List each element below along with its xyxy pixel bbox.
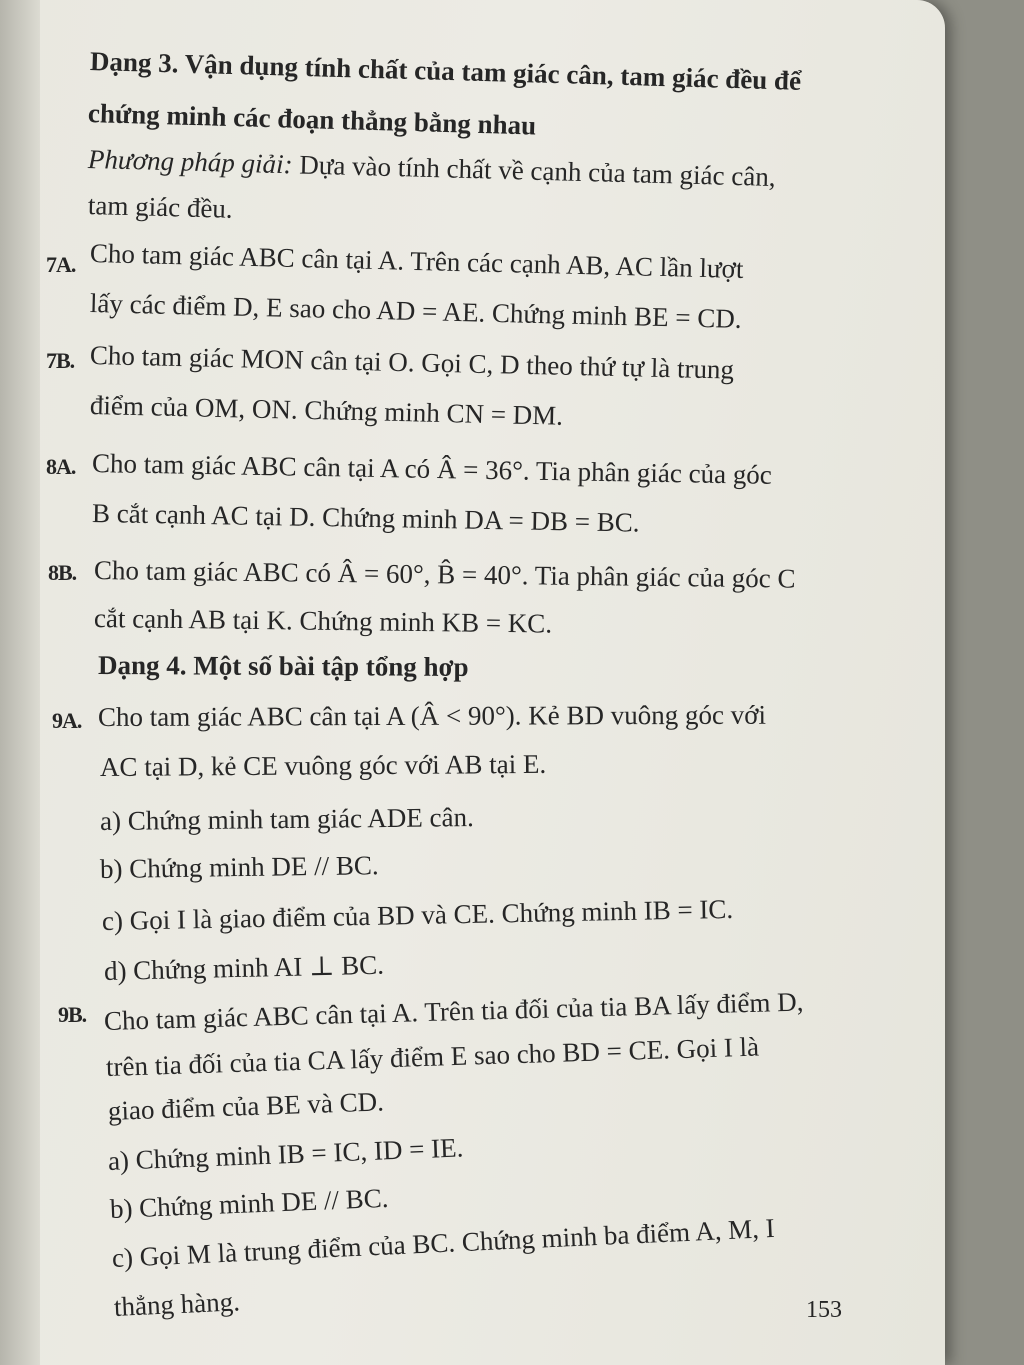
problem-9b-part-b: b) Chứng minh DE // BC. <box>109 1182 390 1224</box>
problem-id-7b: 7B. <box>46 348 75 373</box>
problem-9b-part-c: c) Gọi M là trung điểm của BC. Chứng minh ba điểm A, M, I <box>111 1212 776 1273</box>
section-4-heading: Dạng 4. Một số bài tập tổng hợp <box>97 650 469 682</box>
problem-9a-line-1: Cho tam giác ABC cân tại A (Â < 90°). Kẻ BD vuông góc với <box>97 699 767 732</box>
problem-8b-line-1: Cho tam giác ABC có Â = 60°, B̂ = 40°. Tia phân giác của góc C <box>93 555 796 594</box>
problem-id-9b: 9B. <box>58 1002 87 1027</box>
problem-9a-part-c: c) Gọi I là giao điểm của BD và CE. Chứng minh IB = IC. <box>101 893 734 936</box>
problem-9b-part-c-continued: thẳng hàng. <box>113 1286 241 1322</box>
section-3-heading-line-1: Dạng 3. Vận dụng tính chất của tam giác cân, tam giác đều để <box>89 46 802 96</box>
problem-9a-line-2: AC tại D, kẻ CE vuông góc với AB tại E. <box>99 748 547 782</box>
problem-9b-line-1: Cho tam giác ABC cân tại A. Trên tia đối của tia BA lấy điểm D, <box>103 986 804 1036</box>
problem-id-8a: 8A. <box>46 454 76 479</box>
method-line-2: tam giác đều. <box>87 190 234 224</box>
page-number: 153 <box>806 1297 842 1323</box>
problem-8a-line-2: B cắt cạnh AC tại D. Chứng minh DA = DB = BC. <box>91 498 640 538</box>
problem-7b-line-1: Cho tam giác MON cân tại O. Gọi C, D theo thứ tự là trung <box>89 340 735 385</box>
problem-9a-part-b: b) Chứng minh DE // BC. <box>99 850 379 884</box>
problem-9a-part-a: a) Chứng minh tam giác ADE cân. <box>99 802 474 836</box>
problem-id-7a: 7A. <box>46 252 76 277</box>
section-3-heading-line-2: chứng minh các đoạn thẳng bằng nhau <box>87 98 537 141</box>
problem-7b-line-2: điểm của OM, ON. Chứng minh CN = DM. <box>89 390 564 431</box>
method-text-1: Dựa vào tính chất về cạnh của tam giác cân, <box>298 149 776 192</box>
problem-9b-line-3: giao điểm của BE và CD. <box>107 1086 385 1126</box>
problem-9a-part-d: d) Chứng minh AI ⊥ BC. <box>103 949 385 986</box>
problem-7a-line-2: lấy các điểm D, E sao cho AD = AE. Chứng minh BE = CD. <box>89 288 742 334</box>
problem-8b-line-2: cắt cạnh AB tại K. Chứng minh KB = KC. <box>93 603 553 639</box>
problem-9b-part-a: a) Chứng minh IB = IC, ID = IE. <box>107 1132 464 1176</box>
problem-9b-line-2: trên tia đối của tia CA lấy điểm E sao cho BD = CE. Gọi I là <box>105 1031 760 1082</box>
problem-id-9a: 9A. <box>52 708 82 733</box>
method-label: Phương pháp giải: <box>87 144 293 180</box>
problem-8a-line-1: Cho tam giác ABC cân tại A có Â = 36°. Tia phân giác của góc <box>91 448 773 490</box>
problem-id-8b: 8B. <box>48 560 77 585</box>
method-line-1 <box>88 146 776 191</box>
problem-7a-line-1: Cho tam giác ABC cân tại A. Trên các cạnh AB, AC lần lượt <box>89 238 744 284</box>
